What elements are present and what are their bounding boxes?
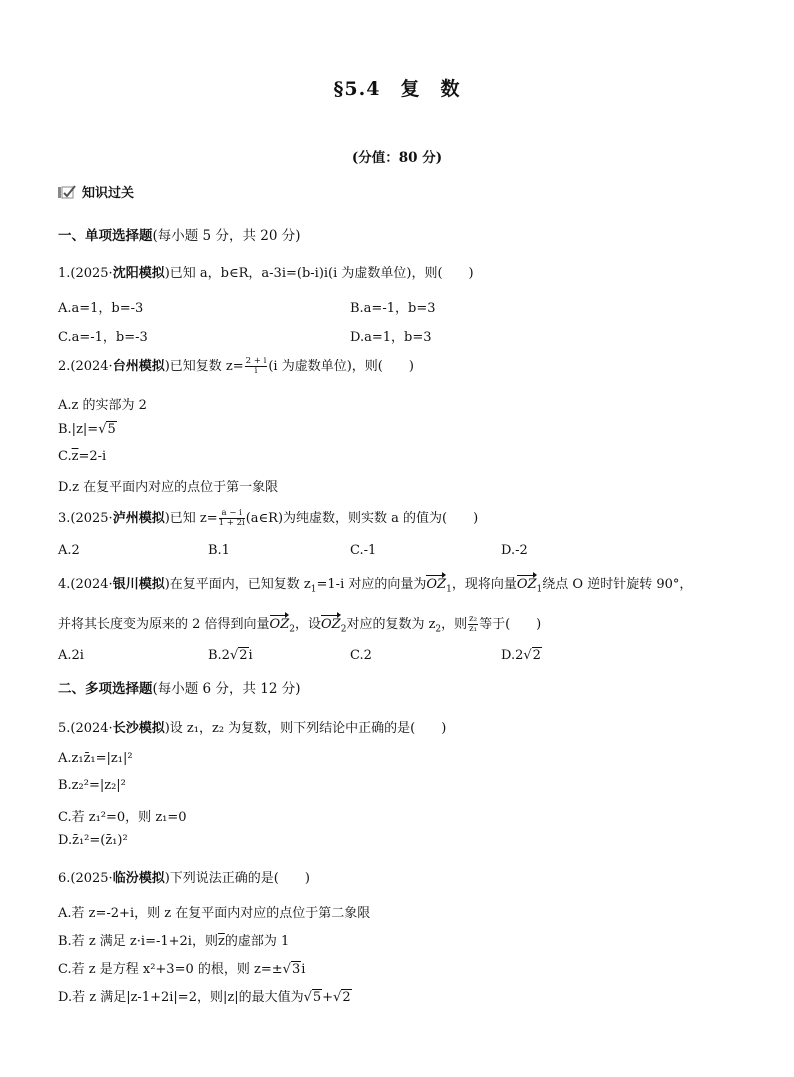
q1-option-c: C.a=-1，b=-3 xyxy=(58,330,148,345)
q6-option-b: B.若 z 满足 z·i=-1+2i，则$\overline{z}$的虚部为 1 xyxy=(58,934,290,949)
q4-option-c: C.2 xyxy=(350,648,372,663)
q1-option-d: D.a=1，b=3 xyxy=(350,330,432,345)
checklist-icon xyxy=(58,185,76,199)
q3-fraction: $\frac{a - i}{1 + 2i}$ xyxy=(218,508,245,528)
q2-option-c: $C.\overline{z}=2-i$ xyxy=(58,449,107,464)
q5-option-d: D.z̄₁²=(z̄₁)² xyxy=(58,833,128,848)
q4-fraction: $\frac{\text{z₂}}{\text{z₁}}$ xyxy=(469,614,478,634)
question-3-stem: 3.(2025·泸州模拟)已知 z= $\frac{a - i}{1 + 2i}$ (a∈R)为纯虚数，则实数 a 的值为( ) xyxy=(58,508,479,528)
q4-option-a: A.2i xyxy=(58,648,84,663)
knowledge-header xyxy=(58,182,134,201)
page-title: §5.4 复 数 xyxy=(333,78,461,100)
q5-option-c: C.若 z₁²=0，则 z₁=0 xyxy=(58,810,187,825)
q1-option-a: A.a=1，b=-3 xyxy=(58,301,144,316)
q5-option-b: B.z₂²=|z₂|² xyxy=(58,778,126,793)
question-5-stem: 5.(2024·长沙模拟)设 z₁，z₂ 为复数，则下列结论中正确的是( ) xyxy=(58,721,447,736)
q6-option-d: D.若 z 满足|z-1+2i|=2，则|z|的最大值为√5+√2 xyxy=(58,990,351,1005)
q3-option-c: C.-1 xyxy=(350,543,377,558)
q1-option-b: B.a=-1，b=3 xyxy=(350,301,436,316)
section-2-heading: 二、多项选择题(每小题 6 分，共 12 分) xyxy=(58,681,301,697)
question-4-line-2: 并将其长度变为原来的 2 倍得到向量$OZ_2$，设$OZ_2$对应的复数为 $z_2$，则 $\frac{\text{z₂}}{\text{z₁}}$ 等于( ) xyxy=(58,614,542,635)
q2-option-b: B.|z|=√5 xyxy=(58,422,116,437)
question-1-stem: 1.(2025·沈阳模拟)已知 a，b∈R，a-3i=(b-i)i(i 为虚数单位)，则( ) xyxy=(58,266,474,281)
knowledge-header-label: 知识过关 xyxy=(82,186,135,201)
q3-option-b: B.1 xyxy=(208,543,230,558)
question-4-line-1: 4.(2024·银川模拟)在复平面内，已知复数 $z_1=1-i$ 对应的向量为$OZ_1$，现将向量$OZ_1$绕点 O 逆时针旋转 90°， xyxy=(58,577,693,595)
section-1-heading: 一、单项选择题(每小题 5 分，共 20 分) xyxy=(58,228,301,244)
question-6-stem: 6.(2025·临汾模拟)下列说法正确的是( ) xyxy=(58,871,310,886)
q3-option-d: D.-2 xyxy=(501,543,528,558)
question-2-stem: 2.(2024·台州模拟)已知复数 z= $\frac{2 + i}{i}$ (i 为虚数单位)，则( ) xyxy=(58,356,414,376)
q4-option-b: B.2√2i xyxy=(208,648,253,663)
q5-option-a: A.z₁z̄₁=|z₁|² xyxy=(58,751,133,766)
q2-fraction: $\frac{2 + i}{i}$ xyxy=(245,356,267,376)
q3-option-a: A.2 xyxy=(58,543,80,558)
q2-option-d: D.z 在复平面内对应的点位于第一象限 xyxy=(58,480,279,495)
score-info: (分值：80 分) xyxy=(351,150,443,166)
q6-option-c: C.若 z 是方程 x²+3=0 的根，则 z=±√3i xyxy=(58,962,306,977)
q2-option-a: A.z 的实部为 2 xyxy=(58,398,147,413)
q6-option-a: A.若 z=-2+i，则 z 在复平面内对应的点位于第二象限 xyxy=(58,906,371,921)
q4-option-d: D.2√2 xyxy=(501,648,541,663)
